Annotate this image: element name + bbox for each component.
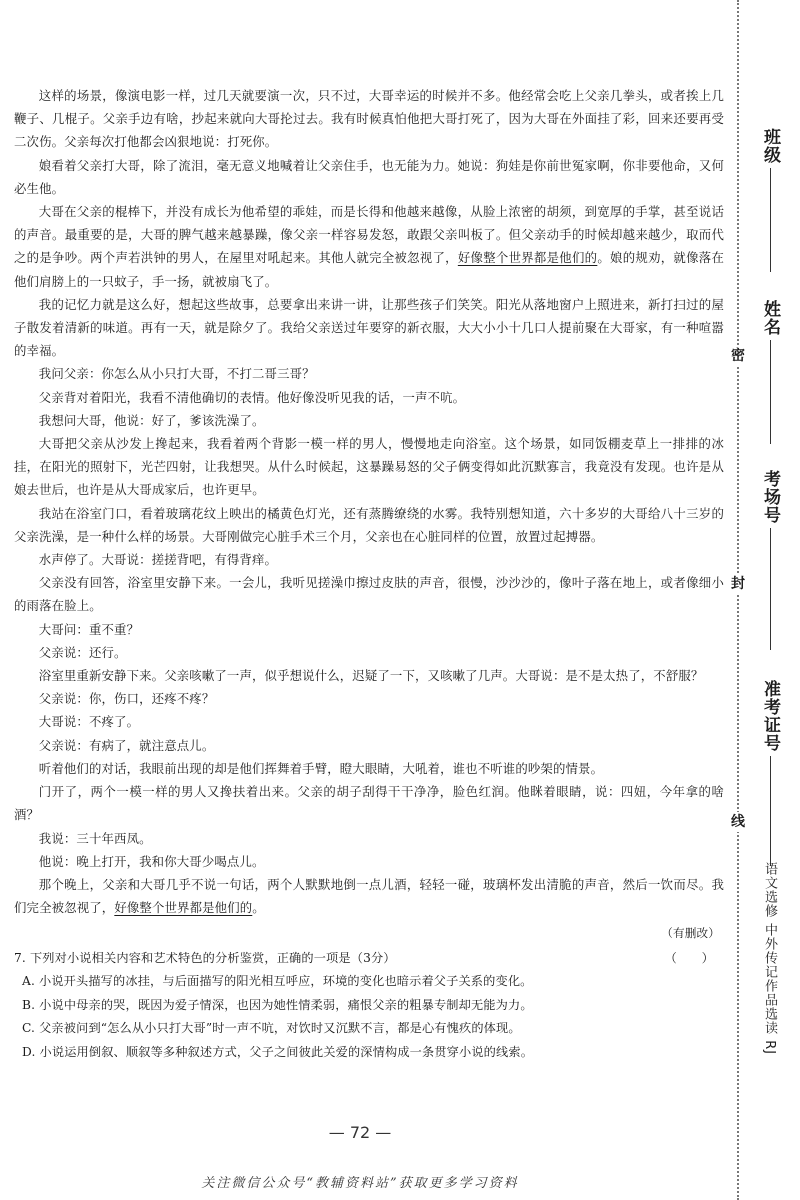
question-stem: 7. 下列对小说相关内容和艺术特色的分析鉴赏，正确的一项是（3分） [14, 950, 396, 965]
field-label-name: 姓名 [760, 300, 780, 336]
paragraph-text: 父亲背对着阳光，我看不清他确切的表情。他好像没听见我的话，一声不吭。 [38, 389, 466, 405]
paragraph-text: 听着他们的对话，我眼前出现的却是他们挥舞着手臂，瞪大眼睛，大吼着，谁也不听谁的吵架的情景。 [38, 760, 604, 776]
passage-paragraphs [14, 84, 724, 919]
passage-paragraph [14, 571, 724, 617]
paragraph-text: 父亲说：有病了，就注意点儿。 [38, 737, 215, 753]
option-b: B. 小说中母亲的哭，既因为爱子情深，也因为她性情柔弱，痛恨父亲的粗暴专制却无能为力。 [22, 997, 533, 1012]
passage-paragraph [14, 757, 724, 780]
book-title: 语文选修 中外传记作品选读 RJ [762, 862, 777, 1056]
paragraph-text: 水声停了。大哥说：搓搓背吧，有得背痒。 [38, 552, 278, 568]
passage-paragraph [14, 618, 724, 641]
passage-paragraph [14, 687, 724, 710]
passage-paragraph [14, 548, 724, 571]
passage-paragraph [14, 409, 724, 432]
field-line-class [770, 168, 771, 272]
paragraph-text: 大哥说：不疼了。 [38, 714, 140, 730]
question-stem-row [14, 947, 724, 971]
paragraph-text: 这样的场景，像演电影一样，过几天就要演一次，只不过，大哥幸运的时候并不多。他经常会吃上父亲几拳头，或者挨上几鞭子、几棍子。父亲手边有啥，抄起来就向大哥抡过去。我有时候真怕他把大哥打死了，因为大哥在外面挂了彩，回来还要再受二次伤。父亲每次打他都会凶狠地说：打死你。 [14, 88, 724, 150]
passage-paragraph [14, 873, 724, 919]
passage-paragraph [14, 850, 724, 873]
footer-note: 关注微信公众号“教辅资料站”获取更多学习资料 [201, 1176, 519, 1191]
paragraph-text: 父亲没有回答，浴室里安静下来。一会儿，我听见搓澡巾擦过皮肤的声音，很慢，沙沙沙的，像叶子落在地上，或者像细小的雨落在脸上。 [14, 575, 724, 614]
passage-paragraph [14, 827, 724, 850]
paragraph-text: 他说：晚上打开，我和你大哥少喝点儿。 [38, 853, 265, 869]
answer-bracket: （ ） [664, 950, 714, 965]
passage-paragraph [14, 780, 724, 826]
binding-word-closure: 封 [728, 574, 748, 594]
passage-paragraph [14, 734, 724, 757]
paragraph-text: 我想问大哥，他说：好了，爹该洗澡了。 [38, 412, 265, 428]
field-line-exam-room [770, 528, 771, 650]
question-7 [14, 947, 724, 1065]
field-label-exam-room: 考场号 [760, 470, 780, 524]
passage-paragraph [14, 200, 724, 293]
paragraph-text: 门开了，两个一模一样的男人又搀扶着出来。父亲的胡子刮得干干净净，脸色红润。他眯着眼睛，说：四妞，今年拿的啥酒？ [14, 784, 724, 823]
field-label-admission-number: 准考证号 [760, 680, 780, 752]
paragraph-text: 父亲说：还行。 [38, 644, 127, 660]
paragraph-text: 我站在浴室门口，看着玻璃花纹上映出的橘黄色灯光，还有蒸腾缭绕的水雾。我特别想知道，六十多岁的大哥给八十三岁的父亲洗澡，是一种什么样的场景。大哥刚做完心脏手术三个月，父亲也在心脏同样的位置，放置过起搏器。 [14, 505, 724, 544]
passage-paragraph [14, 710, 724, 733]
paragraph-text: 。 [252, 900, 265, 916]
paragraph-text: 我说：三十年西凤。 [38, 830, 152, 846]
binding-dotted-line [737, 0, 739, 1200]
option-a: A. 小说开头描写的冰挂，与后面描写的阳光相互呼应，环境的变化也暗示着父子关系的变化。 [22, 974, 533, 989]
passage-paragraph [14, 154, 724, 200]
page-number: — 72 — [328, 1123, 392, 1142]
binding-word-line: 线 [728, 812, 748, 832]
passage-paragraph [14, 84, 724, 154]
paragraph-text: 那个晚上，父亲和大哥几乎不说一句话，两个人默默地倒一点儿酒，轻轻一碰，玻璃杯发出清脆的声音，然后一饮而尽。我们完全被忽视了， [14, 876, 724, 916]
paragraph-text: 大哥在父亲的棍棒下，并没有成长为他希望的乖娃，而是长得和他越来越像，从脸上浓密的胡须，到宽厚的手掌，甚至说话的声音。最重要的是，大哥的脾气越来越暴躁，像父亲一样容易发怒，敢跟父亲叫板了。但父亲动手的时候却越来越少，取而代之的是争吵。两个声若洪钟的男人，在屋里对吼起来。其他人就完全被忽视了， [14, 204, 724, 266]
option-d: D. 小说运用倒叙、顺叙等多种叙述方式，父子之间彼此关爱的深情构成一条贯穿小说的线索。 [22, 1044, 534, 1059]
reading-passage [14, 84, 724, 1064]
field-line-name [770, 340, 771, 444]
paragraph-text: 大哥把父亲从沙发上搀起来，我看着两个背影一模一样的男人，慢慢地走向浴室。这个场景，如同饭棚麦草上一排排的冰挂，在阳光的照射下，光芒四射，让我想哭。从什么时候起，这暴躁易怒的父子俩变得如此沉默寡言，我竟没有发现。也许是从娘去世后，也许是从大哥成家后，也许更早。 [14, 436, 724, 498]
passage-paragraph [14, 641, 724, 664]
option-c: C. 父亲被问到“怎么从小只打大哥”时一声不吭，对饮时又沉默不言，都是心有愧疚的体现。 [22, 1021, 521, 1036]
paragraph-text: 浴室里重新安静下来。父亲咳嗽了一声，似乎想说什么，迟疑了一下，又咳嗽了几声。大哥说：是不是太热了，不舒服？ [38, 668, 704, 684]
paragraph-text: 。娘的规劝，就像落在他们肩膀上的一只蚊子，手一扬，就被扇飞了。 [14, 250, 725, 289]
field-line-admission-number [770, 756, 771, 866]
passage-paragraph [14, 664, 724, 687]
source-note: （有删改） [661, 926, 720, 941]
underlined-phrase: 好像整个世界都是他们的 [114, 900, 253, 916]
paragraph-text: 父亲说：你，伤口，还疼不疼？ [38, 691, 215, 707]
passage-paragraph [14, 432, 724, 502]
paragraph-text: 我问父亲：你怎么从小只打大哥，不打二哥三哥？ [38, 366, 315, 382]
field-label-class: 班级 [760, 128, 780, 164]
paragraph-text: 娘看着父亲打大哥，除了流泪，毫无意义地喊着让父亲住手，也无能为力。她说：狗娃是你前世冤家啊，你非要他命，又何必生他。 [14, 157, 724, 196]
paragraph-text: 大哥问：重不重？ [38, 621, 140, 637]
passage-paragraph [14, 293, 724, 363]
underlined-phrase: 好像整个世界都是他们的 [457, 250, 598, 266]
passage-paragraph [14, 386, 724, 409]
passage-paragraph [14, 502, 724, 548]
binding-word-seal: 密 [728, 346, 748, 366]
paragraph-text: 我的记忆力就是这么好，想起这些故事，总要拿出来讲一讲，让那些孩子们笑笑。阳光从落地窗户上照进来，新打扫过的屋子散发着清新的味道。再有一天，就是除夕了。我给父亲送过年要穿的新衣服，大大小小十几口人提前聚在大哥家，有一种喧嚣的幸福。 [14, 296, 724, 359]
passage-paragraph [14, 362, 724, 385]
